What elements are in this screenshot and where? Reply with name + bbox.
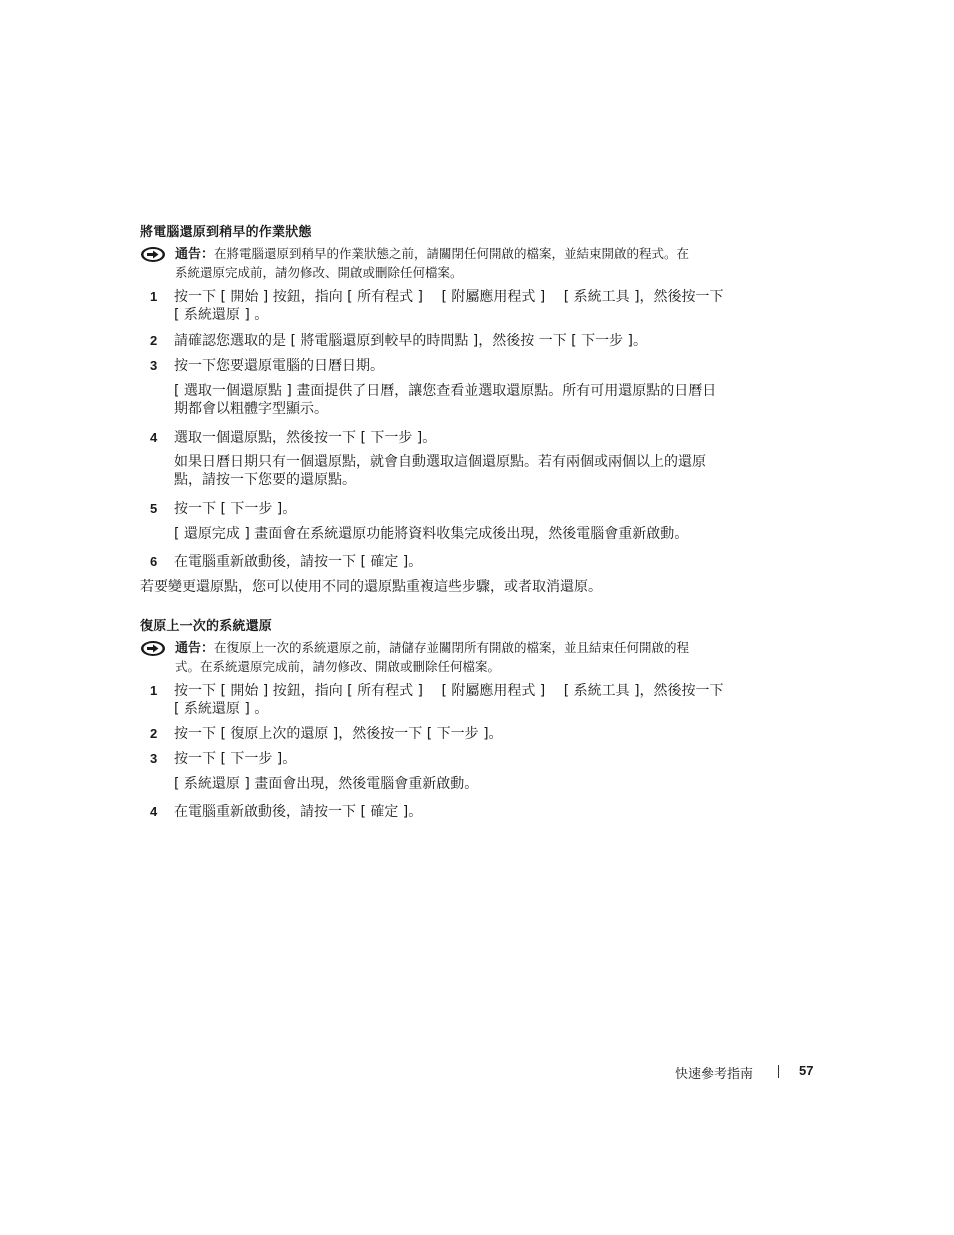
step-text: 按一下 [ 復原上次的還原 ]，然後按一下 [ 下一步 ]。 [174,726,503,742]
step-number: 5 [150,501,158,516]
step-text: 選取一個還原點，然後按一下 [ 下一步 ]。 [174,430,437,446]
step-number: 1 [150,683,158,698]
step-text: 按一下您要還原電腦的日曆日期。 [174,358,384,374]
footer-title: 快速參考指南 [675,1067,754,1082]
notice-arrow-icon [140,640,166,657]
step-text-cont: [ 系統還原 ] 。 [174,307,269,323]
step-note: 如果日曆日期只有一個還原點，就會自動選取這個還原點。若有兩個或兩個以上的還原 點，請按一下您要的還原點。 [174,454,706,488]
footer-divider [778,1065,779,1078]
section-heading-restore: 將電腦還原到稍早的作業狀態 [140,225,312,240]
notice-text-line2: 系統還原完成前，請勿修改、開啟或刪除任何檔案。 [175,265,463,280]
step-number: 2 [150,726,158,741]
step-number: 1 [150,289,158,304]
step-text: 請確認您選取的是 [ 將電腦還原到較早的時間點 ]，然後按 一下 [ 下一步 ]。 [174,333,647,349]
step-text: 按一下 [ 開始 ] 按鈕，指向 [ 所有程式 ] [ 附屬應用程式 ] [ 系統工具 ]，然後按一下 [174,683,724,699]
notice-arrow-icon [140,246,166,263]
step-note: [ 系統還原 ] 畫面會出現，然後電腦會重新啟動。 [174,776,479,792]
step-text: 在電腦重新啟動後，請按一下 [ 確定 ]。 [174,554,423,570]
step-text: 按一下 [ 下一步 ]。 [174,501,297,517]
page-number: 57 [799,1063,814,1078]
step-number: 2 [150,333,158,348]
step-number: 6 [150,554,158,569]
notice-label: 通告： [175,641,215,656]
notice-text-line1: 在復原上一次的系統還原之前，請儲存並關閉所有開啟的檔案，並且結束任何開啟的程 [214,640,690,655]
step-number: 3 [150,751,158,766]
step-note: [ 還原完成 ] 畫面會在系統還原功能將資料收集完成後出現，然後電腦會重新啟動。 [174,526,689,542]
notice-text-line2: 式。在系統還原完成前，請勿修改、開啟或刪除任何檔案。 [175,659,501,674]
step-number: 3 [150,358,158,373]
notice-text-line1: 在將電腦還原到稍早的作業狀態之前，請關閉任何開啟的檔案，並結束開啟的程式。在 [214,246,690,261]
step-number: 4 [150,430,158,445]
step-note: [ 選取一個還原點 ] 畫面提供了日曆，讓您查看並選取還原點。所有可用還原點的日曆日 期都會以粗體字型顯示。 [174,383,717,417]
step-text: 在電腦重新啟動後，請按一下 [ 確定 ]。 [174,804,423,820]
step-text: 按一下 [ 開始 ] 按鈕，指向 [ 所有程式 ] [ 附屬應用程式 ] [ 系統工具 ]，然後按一下 [174,289,724,305]
notice-label: 通告： [175,247,215,262]
step-number: 4 [150,804,158,819]
step-text: 按一下 [ 下一步 ]。 [174,751,297,767]
section-heading-undo: 復原上一次的系統還原 [140,619,273,634]
closing-paragraph: 若要變更還原點，您可以使用不同的還原點重複這些步驟，或者取消還原。 [140,579,602,595]
step-text-cont: [ 系統還原 ] 。 [174,701,269,717]
